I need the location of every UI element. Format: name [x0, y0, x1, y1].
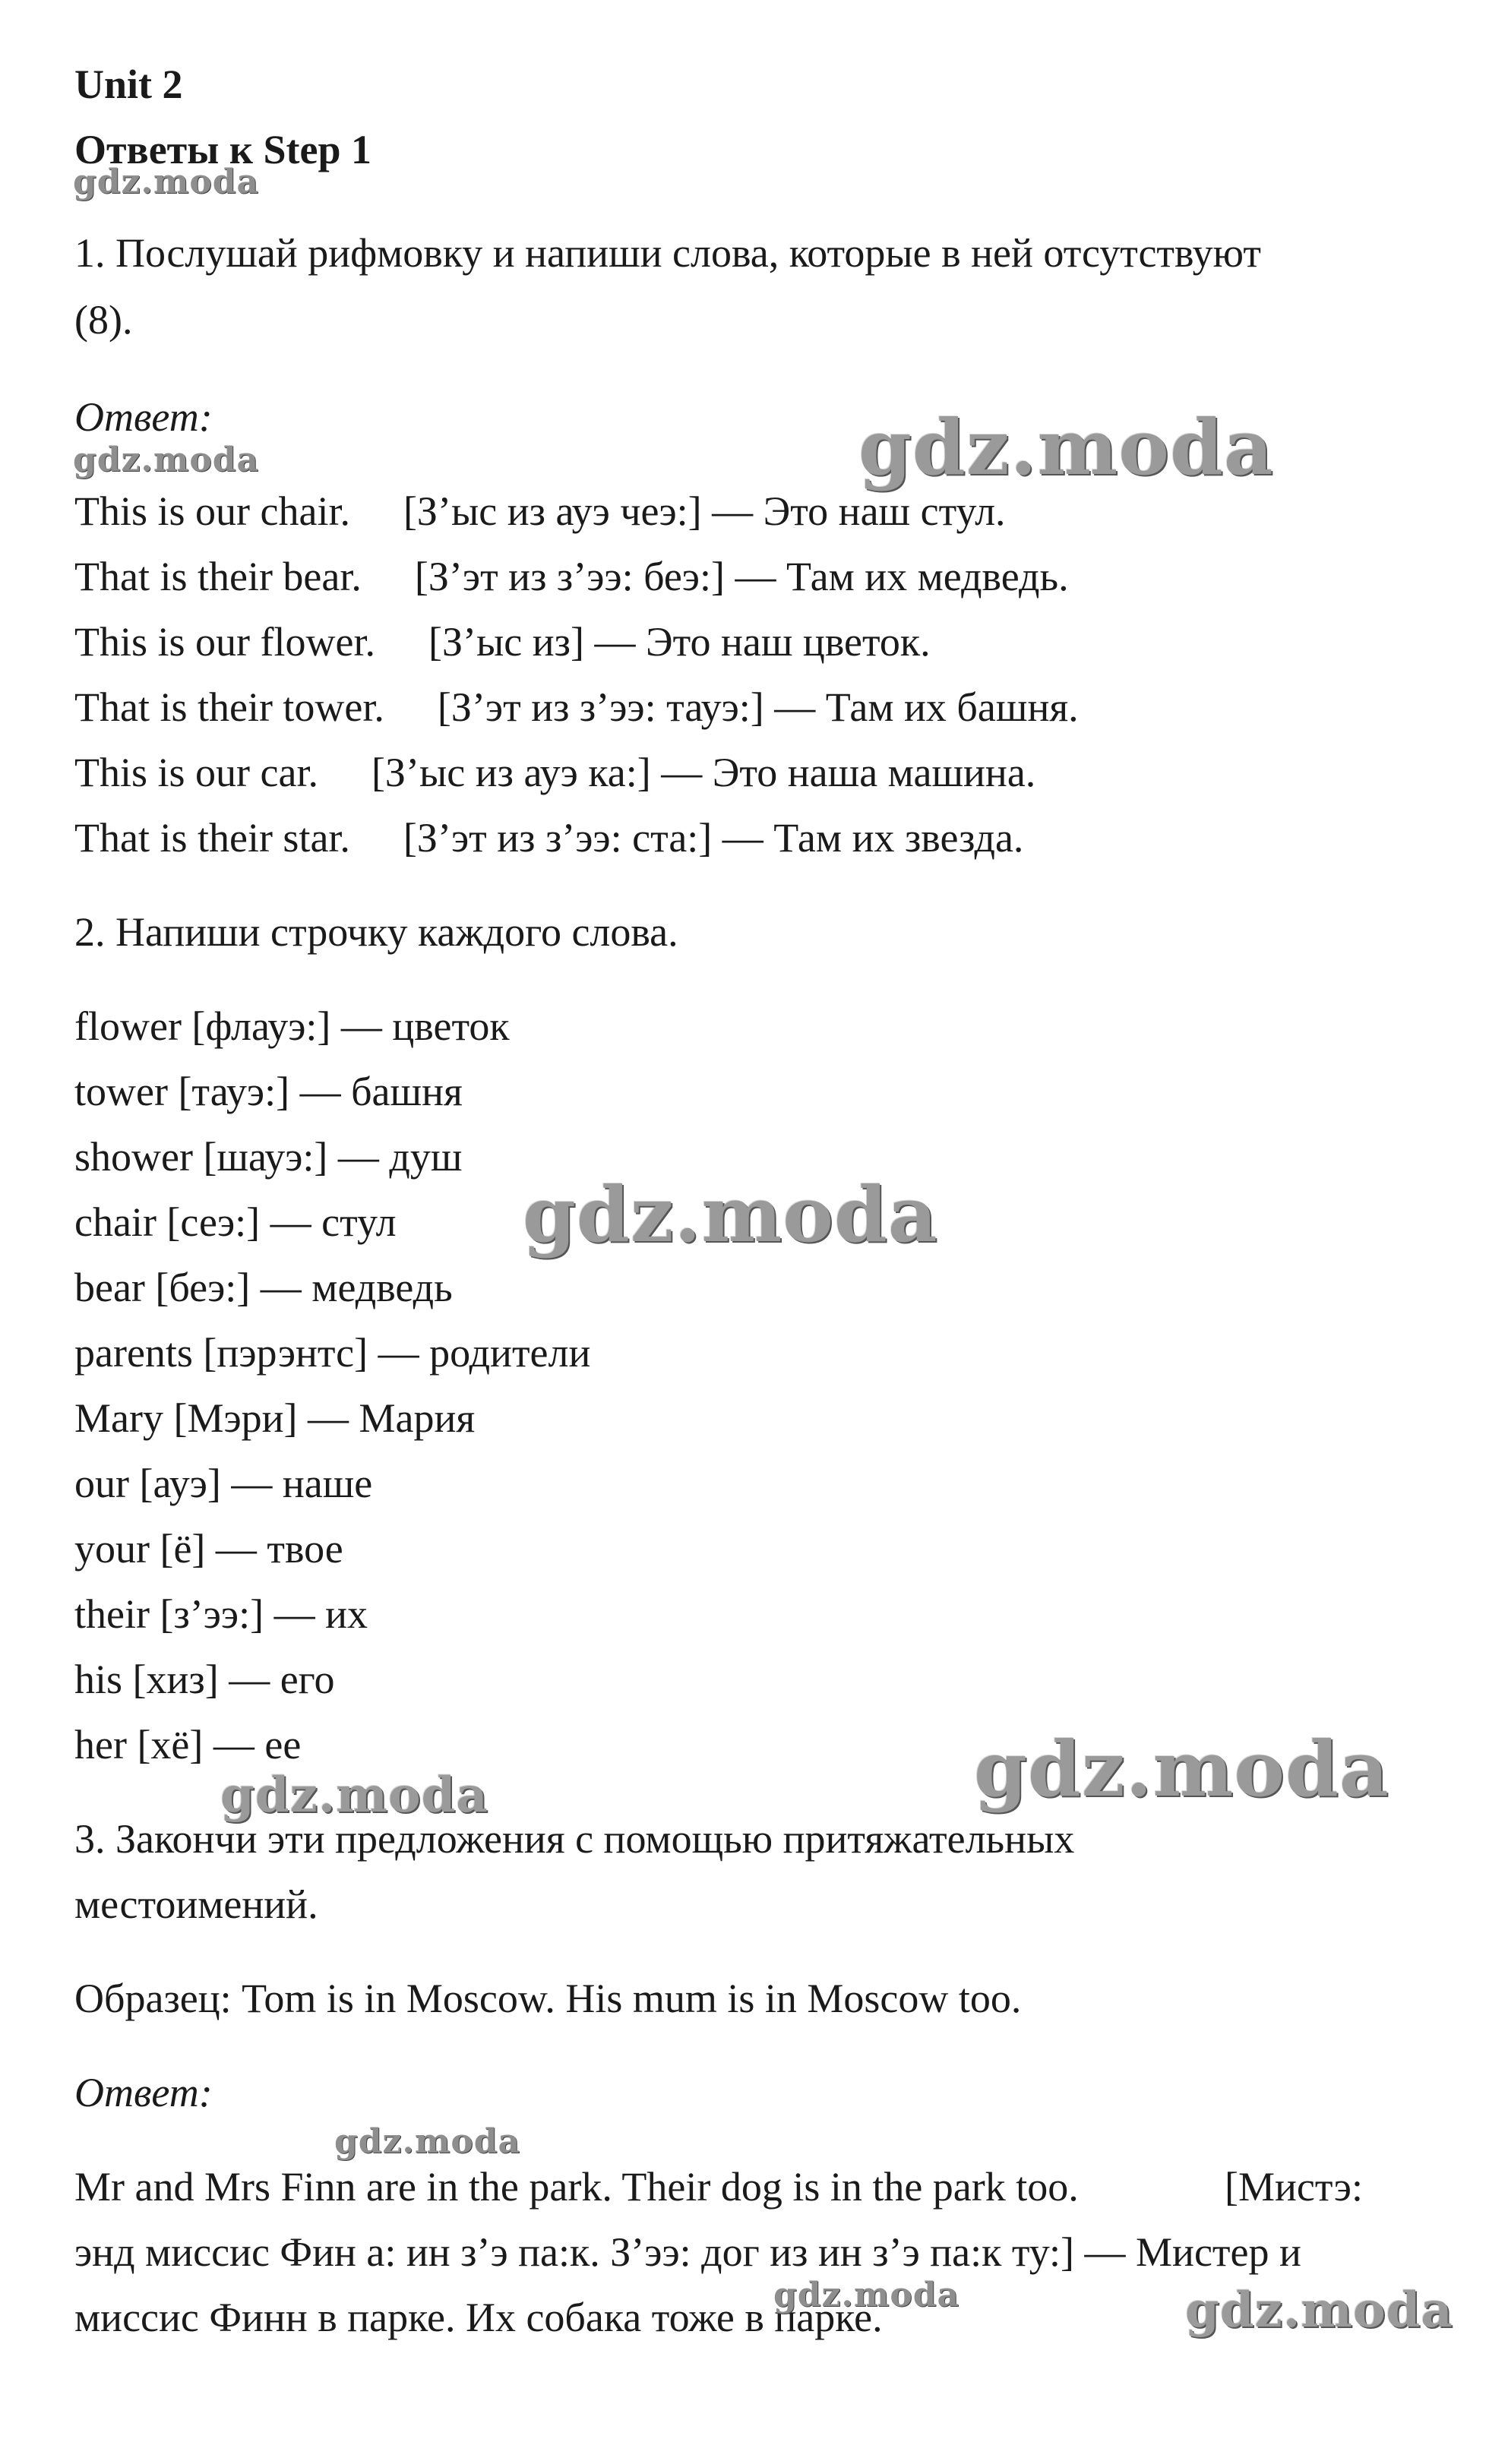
task1-row-translation: [З’эт из з’ээ: беэ:] — Там их медведь.	[414, 554, 1069, 599]
task3-answer-label: Ответ:	[74, 2070, 213, 2115]
task1-row-english: That is their star.	[74, 815, 350, 861]
task2-question: 2. Напиши строчку каждого слова.	[74, 909, 678, 955]
word-item: his [хиз] — его	[74, 1657, 335, 1702]
watermark-logo: gdz.moda	[858, 403, 1274, 492]
watermark-logo: gdz.moda	[73, 163, 260, 201]
word-item: her [хё] — ее	[74, 1722, 302, 1767]
task1-row-translation: [З’ыс из ауэ чеэ:] — Это наш стул.	[403, 488, 1006, 534]
task1-question-line1: 1. Послушай рифмовку и напиши слова, которые в ней отсутствуют	[74, 230, 1261, 276]
task1-row	[74, 615, 931, 668]
word-item: your [ё] — твое	[74, 1526, 343, 1572]
task1-row-english: This is our chair.	[74, 488, 350, 534]
watermark-logo: gdz.moda	[523, 1170, 938, 1259]
watermark-logo: gdz.moda	[73, 441, 260, 479]
task1-row-english: This is our flower.	[74, 619, 375, 665]
task1-row-translation: [З’эт из з’ээ: тауэ:] — Там их башня.	[437, 684, 1079, 730]
task1-row-english: That is their bear.	[74, 554, 362, 599]
task1-row	[74, 746, 1035, 799]
task1-row	[74, 811, 1023, 864]
watermark-logo: gdz.moda	[1185, 2282, 1453, 2339]
task3-answer-line1	[74, 2160, 1442, 2213]
word-item: flower [флауэ:] — цветок	[74, 1003, 510, 1049]
task1-row-translation: [З’ыс из] — Это наш цветок.	[428, 619, 931, 665]
task3-example: Образец: Tom is in Moscow. His mum is in Moscow too.	[74, 1976, 1022, 2021]
task3-question-line2: местоимений.	[74, 1881, 318, 1927]
task3-answer-english: Mr and Mrs Finn are in the park. Their dog is in the park too.	[74, 2164, 1079, 2210]
watermark-logo: gdz.moda	[974, 1724, 1389, 1814]
task1-row	[74, 485, 1006, 538]
task1-row-english: That is their tower.	[74, 684, 384, 730]
word-item: tower [тауэ:] — башня	[74, 1069, 463, 1114]
task1-row	[74, 550, 1069, 603]
task3-question-line1: 3. Закончи эти предложения с помощью притяжательных	[74, 1816, 1075, 1862]
task1-question-line2: (8).	[74, 297, 133, 343]
task3-answer-line2: энд миссис Фин а: ин з’э па:к. З’ээ: дог из ин з’э па:к ту:] — Мистер и	[74, 2229, 1301, 2275]
task3-answer-line3: миссис Финн в парке. Их собака тоже в парке.	[74, 2295, 883, 2340]
word-item: Mary [Мэри] — Мария	[74, 1395, 476, 1441]
task1-row-translation: [З’ыс из ауэ ка:] — Это наша машина.	[371, 750, 1036, 795]
word-item: bear [беэ:] — медведь	[74, 1265, 453, 1310]
task1-row-english: This is our car.	[74, 750, 318, 795]
word-item: chair [сеэ:] — стул	[74, 1199, 397, 1245]
task3-answer-transcription-start: [Мистэ:	[1225, 2164, 1363, 2210]
unit-title: Unit 2	[74, 62, 183, 107]
word-item: our [ауэ] — наше	[74, 1461, 373, 1506]
task1-row	[74, 681, 1079, 734]
word-item: their [з’ээ:] — их	[74, 1591, 368, 1637]
watermark-logo: gdz.moda	[334, 2122, 521, 2161]
task1-row-translation: [З’эт из з’ээ: ста:] — Там их звезда.	[403, 815, 1024, 861]
word-item: parents [пэрэнтс] — родители	[74, 1330, 591, 1376]
watermark-logo: gdz.moda	[220, 1767, 488, 1824]
step-title: Ответы к Step 1	[74, 127, 371, 172]
watermark-logo: gdz.moda	[773, 2276, 960, 2314]
word-item: shower [шауэ:] — душ	[74, 1134, 463, 1180]
task1-answer-label: Ответ:	[74, 394, 213, 440]
